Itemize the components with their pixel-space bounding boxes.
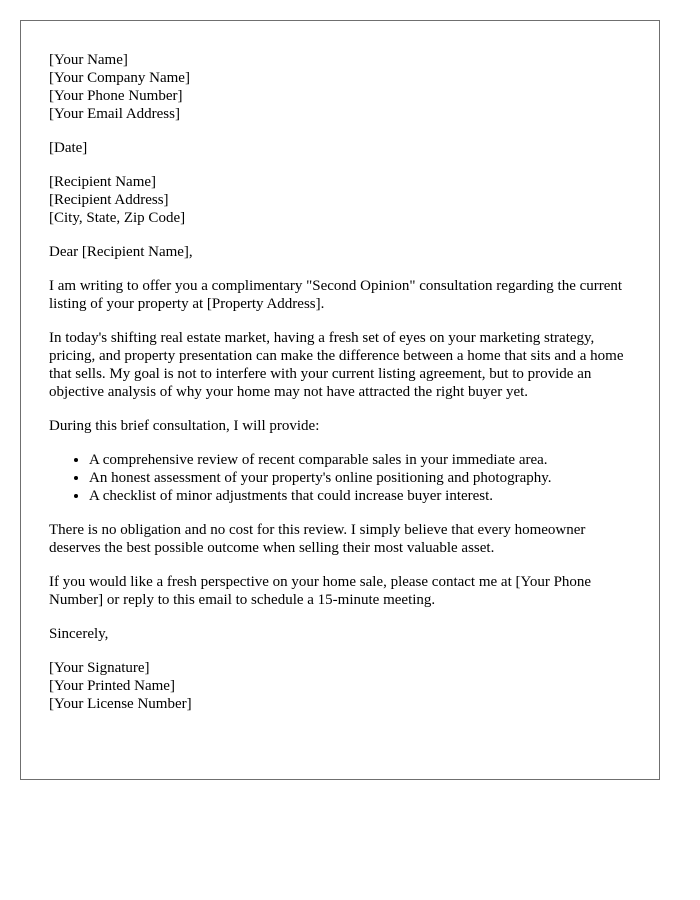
sender-company: [Your Company Name]: [49, 70, 190, 86]
sender-block: [49, 51, 631, 123]
recipient-block: [49, 173, 631, 227]
intro-paragraph: I am writing to offer you a complimentary "Second Opinion" consultation regarding the current listing of your property at [Property Address].: [49, 278, 623, 312]
obligation-paragraph: There is no obligation and no cost for this review. I simply believe that every homeowner deserves the best possible outcome when selling their most valuable asset.: [49, 522, 586, 556]
letter-date: [Date]: [49, 140, 88, 156]
recipient-address: [Recipient Address]: [49, 192, 169, 208]
signature-line: [Your Signature]: [49, 660, 150, 676]
recipient-city-state-zip: [City, State, Zip Code]: [49, 210, 186, 226]
cta-paragraph: If you would like a fresh perspective on your home sale, please contact me at [Your Phone Number] or reply to this email to schedule a 15-minute meeting.: [49, 574, 592, 608]
letter-page: [20, 20, 660, 780]
sender-name: [Your Name]: [49, 52, 128, 68]
consultation-list: [49, 451, 631, 505]
list-item: • A checklist of minor adjustments that could increase buyer interest.: [89, 487, 631, 505]
list-item: • An honest assessment of your property's online positioning and photography.: [89, 469, 631, 487]
market-paragraph: In today's shifting real estate market, having a fresh set of eyes on your marketing strategy, pricing, and property presentation can make the difference between a home that sits and a home that sells. My goal is not to interfere with your current listing agreement, but to provide an objective analysis of why your home may not have attracted the right buyer yet.: [49, 330, 624, 400]
salutation: Dear [Recipient Name],: [49, 244, 193, 260]
date-block: [49, 139, 631, 157]
list-intro: During this brief consultation, I will provide:: [49, 418, 320, 434]
sender-email: [Your Email Address]: [49, 106, 180, 122]
license-number: [Your License Number]: [49, 696, 192, 712]
sender-phone: [Your Phone Number]: [49, 88, 183, 104]
closing: Sincerely,: [49, 626, 109, 642]
signature-block: [49, 659, 631, 713]
printed-name: [Your Printed Name]: [49, 678, 175, 694]
list-item: • A comprehensive review of recent comparable sales in your immediate area.: [89, 451, 631, 469]
recipient-name: [Recipient Name]: [49, 174, 157, 190]
